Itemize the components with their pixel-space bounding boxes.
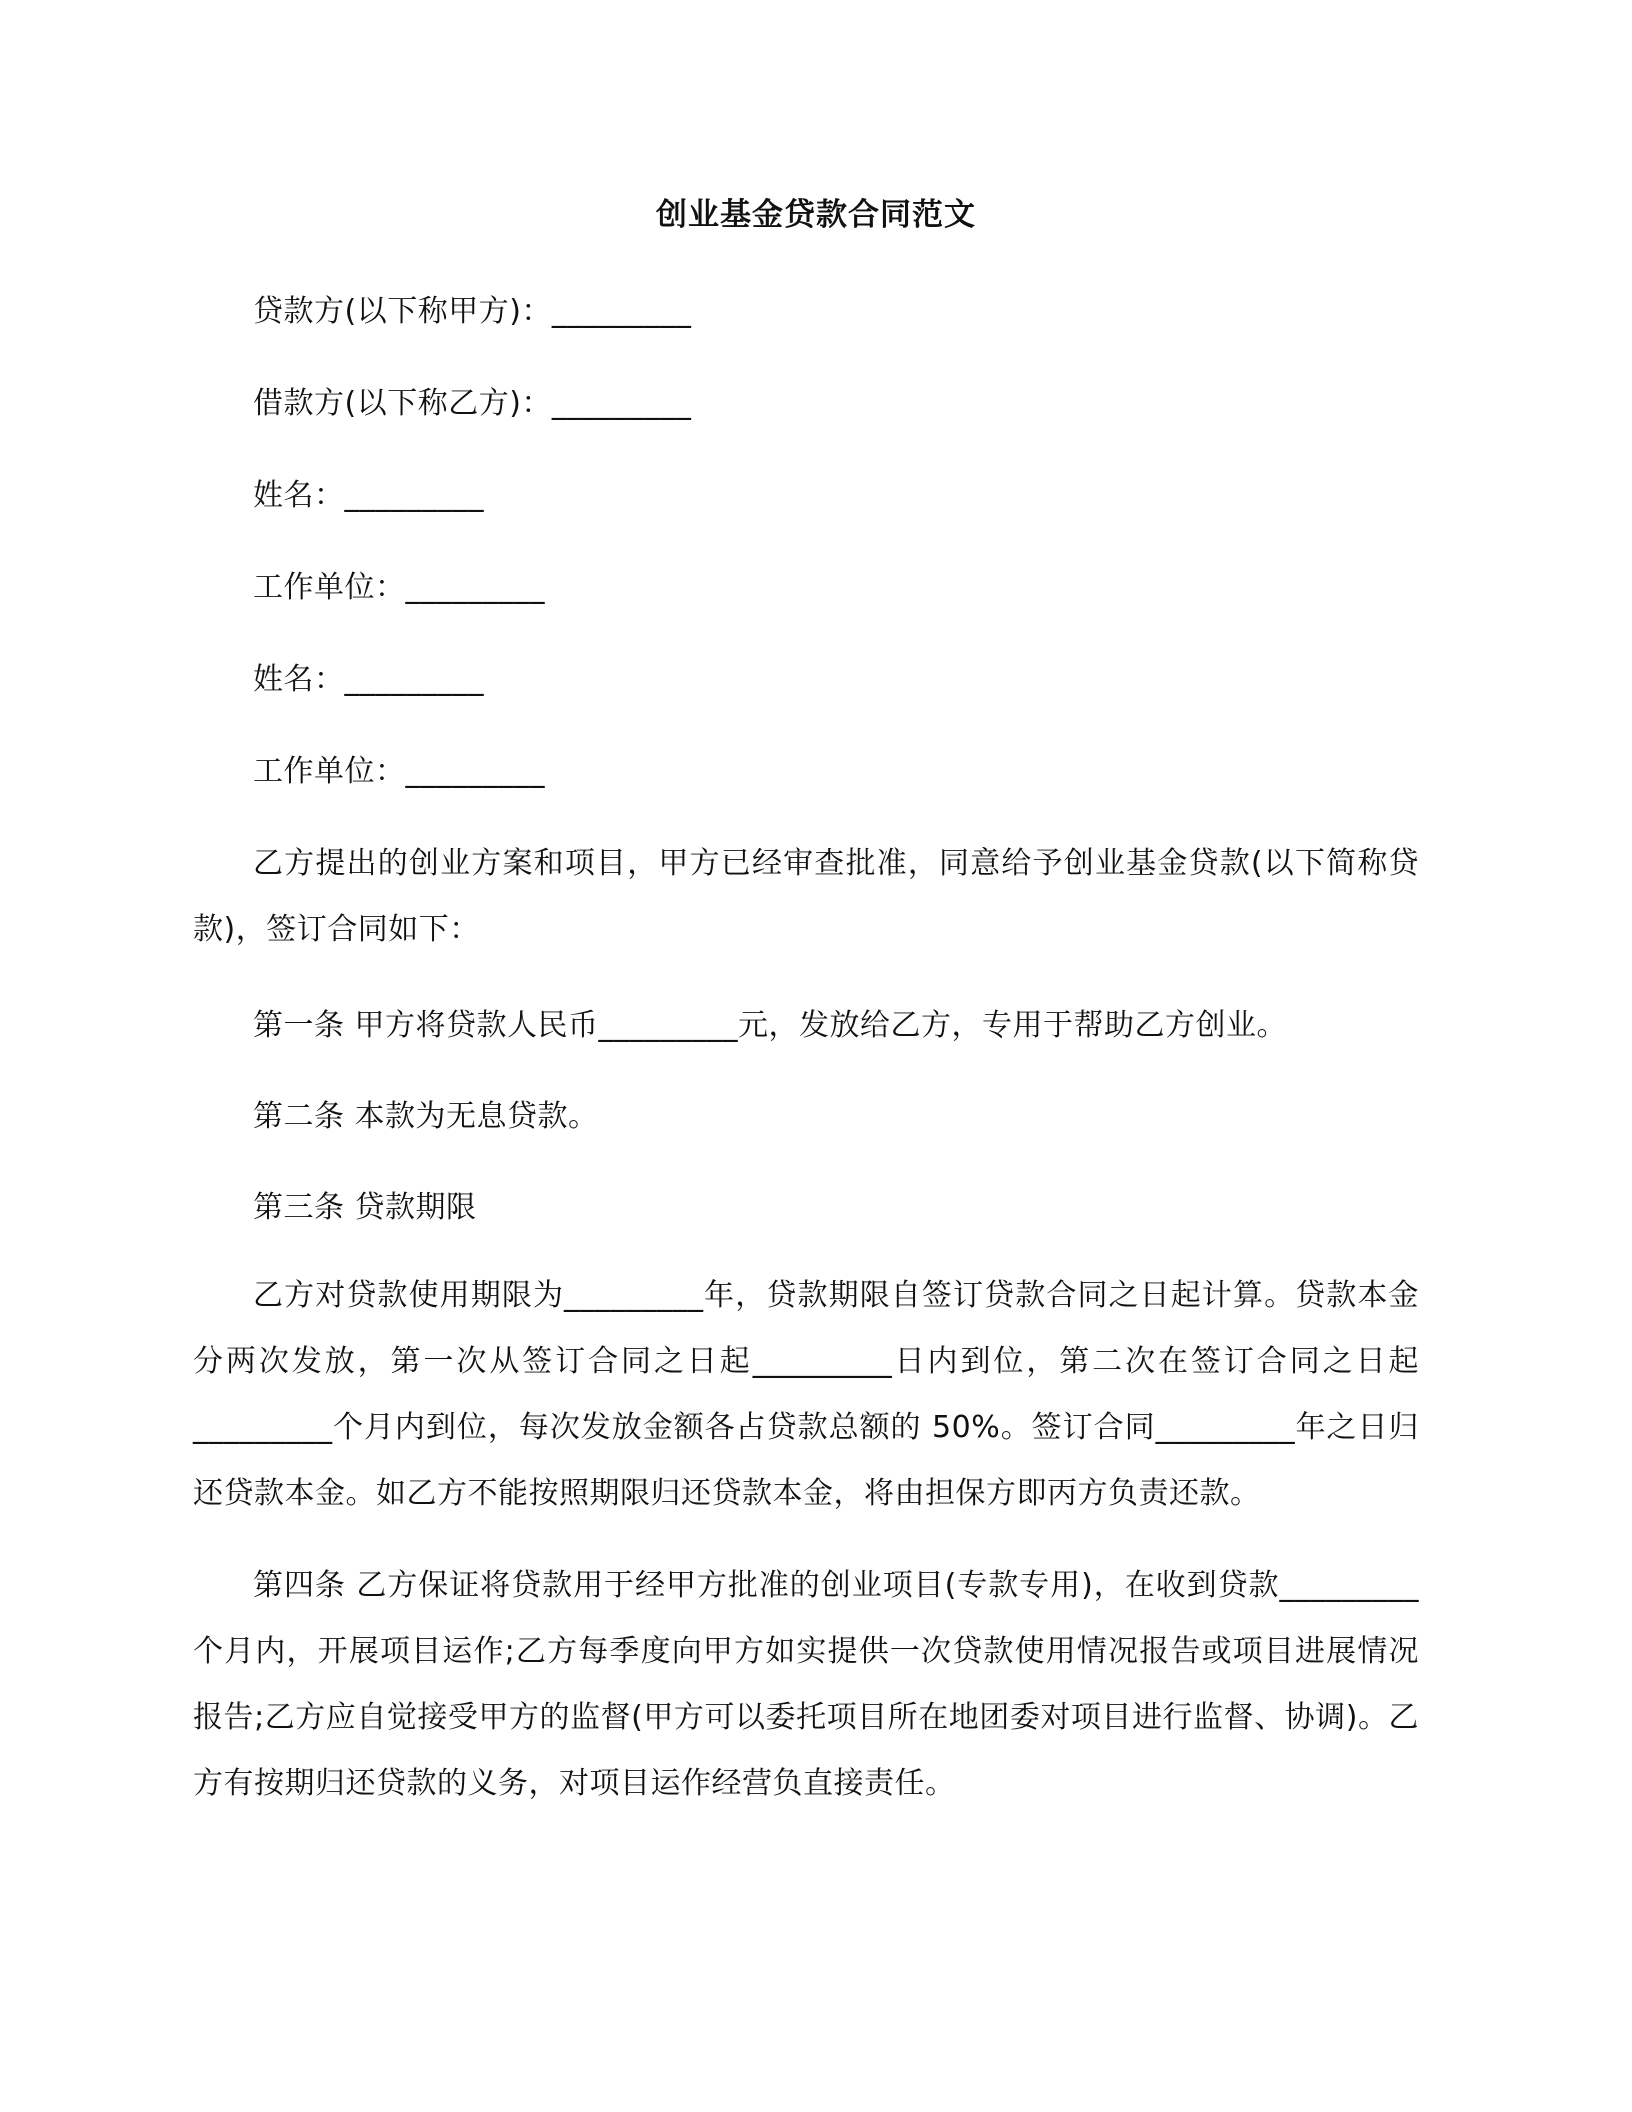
article-3-heading: 第三条 贷款期限 bbox=[253, 1190, 477, 1225]
name-field-1: 姓名：_________ bbox=[253, 478, 484, 513]
article-2: 第二条 本款为无息贷款。 bbox=[253, 1099, 599, 1134]
article-4: 第四条 乙方保证将贷款用于经甲方批准的创业项目(专款专用)，在收到贷款_________个月内，开展项目运作;乙方每季度向甲方如实提供一次贷款使用情况报告或项目进展情况报告;乙方应自觉接受甲方的监督(甲方可以委托项目所在地团委对项目进行监督、协调)。乙方有按期归还贷款的义务，对项目运作经营负直接责任。 bbox=[193, 1568, 1419, 1801]
work-unit-field-2: 工作单位：_________ bbox=[253, 754, 545, 789]
lender-field: 贷款方(以下称甲方)：_________ bbox=[253, 294, 692, 329]
name-field-2: 姓名：_________ bbox=[253, 662, 484, 697]
borrower-field: 借款方(以下称乙方)：_________ bbox=[253, 386, 692, 421]
article-1: 第一条 甲方将贷款人民币_________元，发放给乙方，专用于帮助乙方创业。 bbox=[253, 1008, 1288, 1043]
work-unit-field-1: 工作单位：_________ bbox=[253, 570, 545, 605]
document-title: 创业基金贷款合同范文 bbox=[656, 197, 976, 233]
article-3-body: 乙方对贷款使用期限为_________年，贷款期限自签订贷款合同之日起计算。贷款本金分两次发放，第一次从签订合同之日起_________日内到位，第二次在签订合同之日起_________个月内到位，每次发放金额各占贷款总额的 50%。签订合同_________年之日归还贷款本金。如乙方不能按照期限归还贷款本金，将由担保方即丙方负责还款。 bbox=[193, 1278, 1419, 1511]
intro-paragraph: 乙方提出的创业方案和项目，甲方已经审查批准，同意给予创业基金贷款(以下简称贷款)，签订合同如下： bbox=[193, 846, 1419, 947]
